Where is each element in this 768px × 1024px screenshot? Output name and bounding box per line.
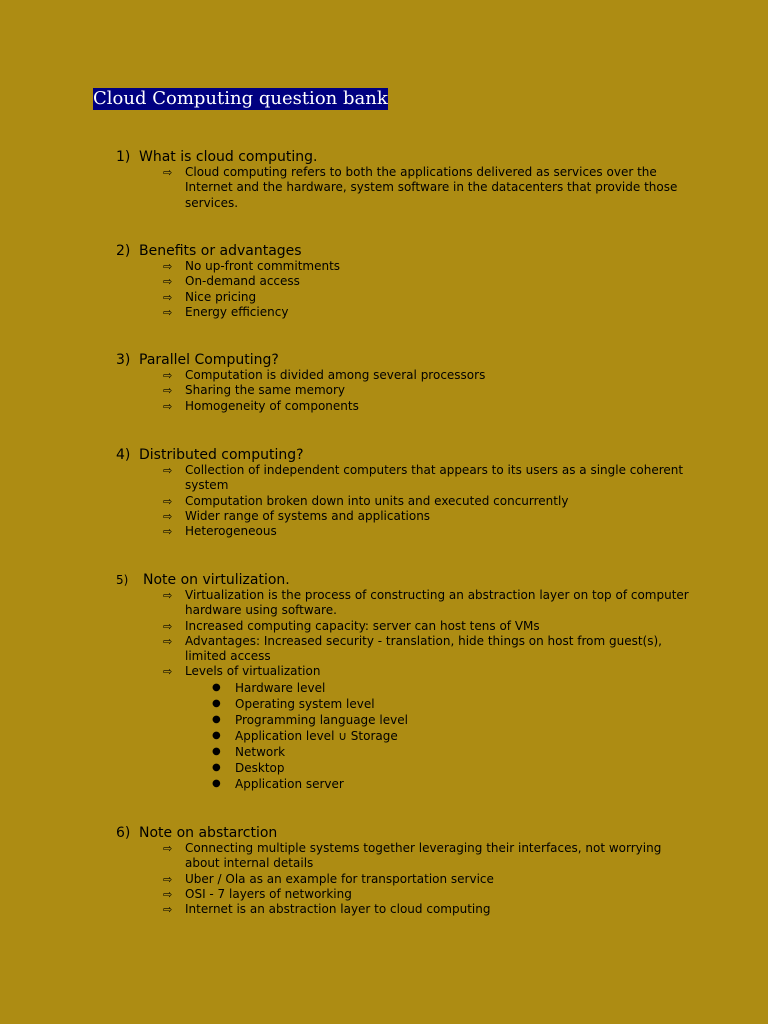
virtualization-levels-list [116,680,696,792]
answer-item: ⇨ Nice pricing [163,289,257,304]
arrow-right-icon: ⇨ [163,509,173,523]
arrow-right-icon: ⇨ [163,634,173,648]
arrow-right-icon: ⇨ [163,260,173,273]
arrow-right-icon: ⇨ [163,872,173,886]
arrow-right-icon: ⇨ [163,842,173,855]
question-heading [116,149,696,165]
question-number: 6) [116,825,131,841]
list-item: ● Network [212,744,286,759]
arrow-right-icon: ⇨ [163,399,173,413]
answer-item: ⇨ Increased computing capacity: server can host tens of VMs [163,618,540,633]
answer-item: ⇨ Levels of virtualization [163,664,321,679]
question-6 [116,825,696,917]
answer-item: ⇨ OSI - 7 layers of networking [163,886,352,901]
answer-list [116,165,696,211]
question-number: 2) [116,243,131,259]
arrow-right-icon: ⇨ [163,619,173,633]
answer-item: ⇨ No up-front commitments [163,259,341,273]
answer-item: ⇨ Computation is divided among several processors [163,368,486,382]
answer-item: ⇨ Energy efficiency [163,304,289,319]
question-number: 4) [116,447,131,463]
answer-item: ⇨ Advantages: Increased security - translation, hide things on host from guest(s), limited access [163,633,662,664]
arrow-right-icon: ⇨ [163,369,173,382]
arrow-right-icon: ⇨ [163,525,173,539]
answer-item: ⇨ Heterogeneous [163,524,277,539]
question-text: Note on abstarction [139,825,278,841]
question-heading [116,243,696,259]
arrow-right-icon: ⇨ [163,166,173,179]
answer-item: ⇨ Computation broken down into units and executed concurrently [163,493,569,508]
question-1 [116,149,696,211]
list-item: ● Application server [212,776,344,791]
bullet-icon: ● [212,761,221,773]
answer-list [116,368,696,414]
list-item: ● Hardware level [212,680,326,695]
arrow-right-icon: ⇨ [163,665,173,679]
arrow-right-icon: ⇨ [163,305,173,319]
question-heading [116,825,696,841]
answer-item: ⇨ Cloud computing refers to both the applications delivered as services over the Internet and the hardware, system software in the datacenters that provide those services. [163,165,678,210]
list-item: ● Programming language level [212,712,408,727]
arrow-right-icon: ⇨ [163,384,173,398]
question-2 [116,243,696,320]
bullet-icon: ● [212,745,221,757]
arrow-right-icon: ⇨ [163,464,173,477]
arrow-right-icon: ⇨ [163,275,173,289]
answer-list [116,259,696,320]
question-text: What is cloud computing. [139,149,318,165]
arrow-right-icon: ⇨ [163,589,173,602]
bullet-icon: ● [212,729,221,741]
question-heading [116,447,696,463]
question-text: Note on virtulization. [143,572,290,588]
bullet-icon: ● [212,713,221,725]
answer-list [116,588,696,680]
question-number: 3) [116,352,131,368]
question-text: Distributed computing? [139,447,304,463]
answer-item: ⇨ Uber / Ola as an example for transportation service [163,871,494,886]
arrow-right-icon: ⇨ [163,903,173,917]
bullet-icon: ● [212,697,221,709]
question-heading [116,572,696,588]
question-5 [116,572,696,792]
list-item: ● Operating system level [212,696,375,711]
answer-item: ⇨ Collection of independent computers that appears to its users as a single coherent system [163,463,684,493]
answer-item: ⇨ Virtualization is the process of constructing an abstraction layer on top of computer hardware using software. [163,588,689,618]
question-number: 5) [116,573,129,587]
answer-item: ⇨ Internet is an abstraction layer to cloud computing [163,902,491,917]
arrow-right-icon: ⇨ [163,494,173,508]
bullet-icon: ● [212,777,221,789]
answer-item: ⇨ Wider range of systems and applications [163,508,431,523]
list-item: ● Application level ∪ Storage [212,728,398,743]
page-title: Cloud Computing question bank [93,88,388,109]
arrow-right-icon: ⇨ [163,887,173,901]
question-4 [116,447,696,539]
answer-list [116,463,696,539]
question-3 [116,352,696,414]
answer-item: ⇨ Connecting multiple systems together leveraging their interfaces, not worrying about internal details [163,841,662,871]
answer-list [116,841,696,917]
arrow-right-icon: ⇨ [163,290,173,304]
answer-item: ⇨ On-demand access [163,274,300,289]
answer-item: ⇨ Homogeneity of components [163,398,359,413]
list-item: ● Desktop [212,760,285,775]
question-text: Parallel Computing? [139,352,279,368]
question-number: 1) [116,149,131,165]
question-heading [116,352,696,368]
question-text: Benefits or advantages [139,243,302,259]
bullet-icon: ● [212,681,221,693]
answer-item: ⇨ Sharing the same memory [163,383,346,398]
